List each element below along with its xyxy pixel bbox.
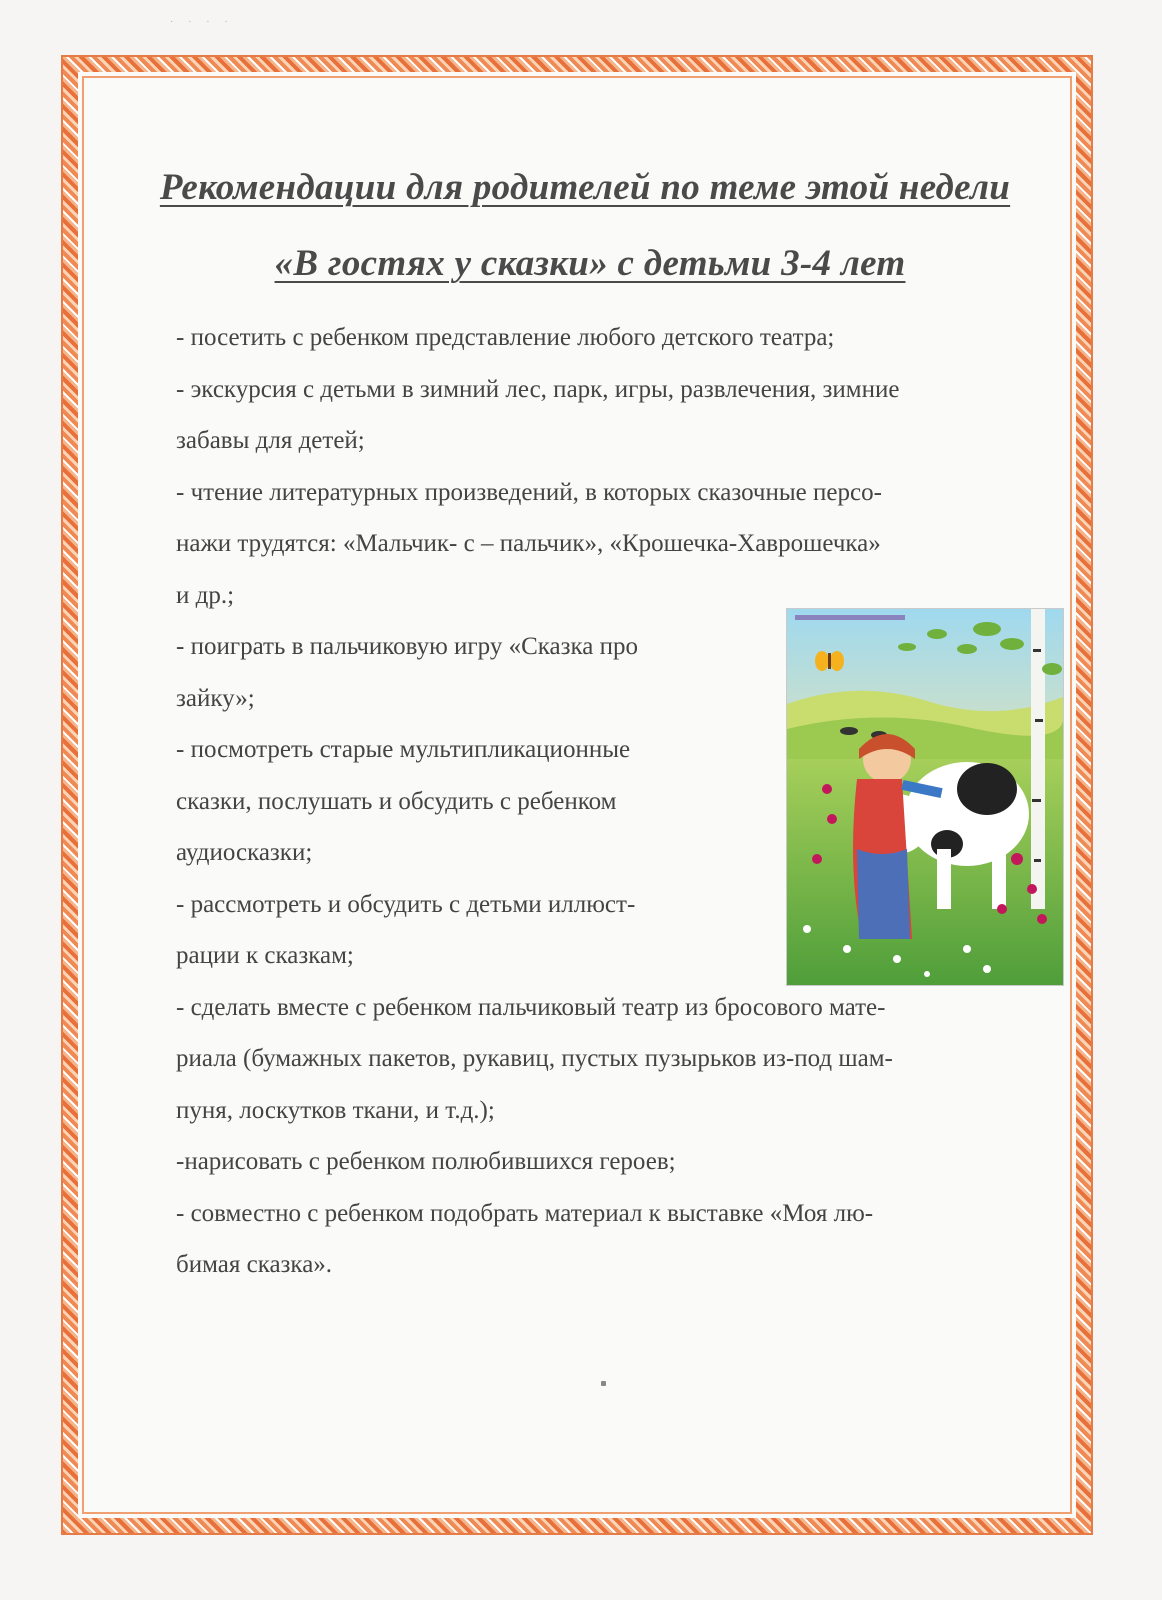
text-line: рации к сказкам; (176, 942, 354, 969)
text-line: - рассмотреть и обсудить с детьми иллюст- (176, 890, 636, 918)
text-line: - посетить с ребенком представление любого детского театра; (176, 324, 835, 351)
scan-dot (601, 1381, 606, 1386)
illustration-girl-with-cow (787, 609, 1063, 985)
text-line: - экскурсия с детьми в зимний лес, парк, игры, развлечения, зимние (176, 375, 900, 403)
text-line: сказки, послушать и обсудить с ребенком (176, 787, 617, 815)
text-line: и др.; (176, 581, 235, 609)
text-line: - поиграть в пальчиковую игру «Сказка про (176, 633, 638, 660)
text-line: риала (бумажных пакетов, рукавиц, пустых пузырьков из-под шам- (176, 1045, 893, 1072)
scan-specks: · · · · (170, 16, 234, 27)
fairy-tale-illustration (786, 608, 1064, 986)
text-line: пуня, лоскутков ткани, и т.д.); (176, 1096, 495, 1124)
text-line: зайку»; (176, 684, 255, 712)
text-line: - сделать вместе с ребенком пальчиковый театр из бросового мате- (176, 993, 886, 1021)
text-line: бимая сказка». (176, 1251, 333, 1278)
text-line: - совместно с ребенком подобрать материал к выставке «Моя лю- (176, 1199, 874, 1227)
title-line-1: Рекомендации для родителей по теме этой недели (159, 167, 1011, 208)
text-line: аудиосказки; (176, 839, 313, 866)
text-line: нажи трудятся: «Мальчик- с – пальчик», «Крошечка-Хаврошечка» (176, 530, 881, 557)
title-line-2: «В гостях у сказки» с детьми 3-4 лет (274, 243, 906, 284)
text-line: -нарисовать с ребенком полюбившихся героев; (176, 1148, 676, 1175)
text-line: - посмотреть старые мультипликационные (176, 736, 631, 763)
text-line: - чтение литературных произведений, в которых сказочные персо- (176, 478, 882, 506)
text-line: забавы для детей; (176, 427, 365, 454)
